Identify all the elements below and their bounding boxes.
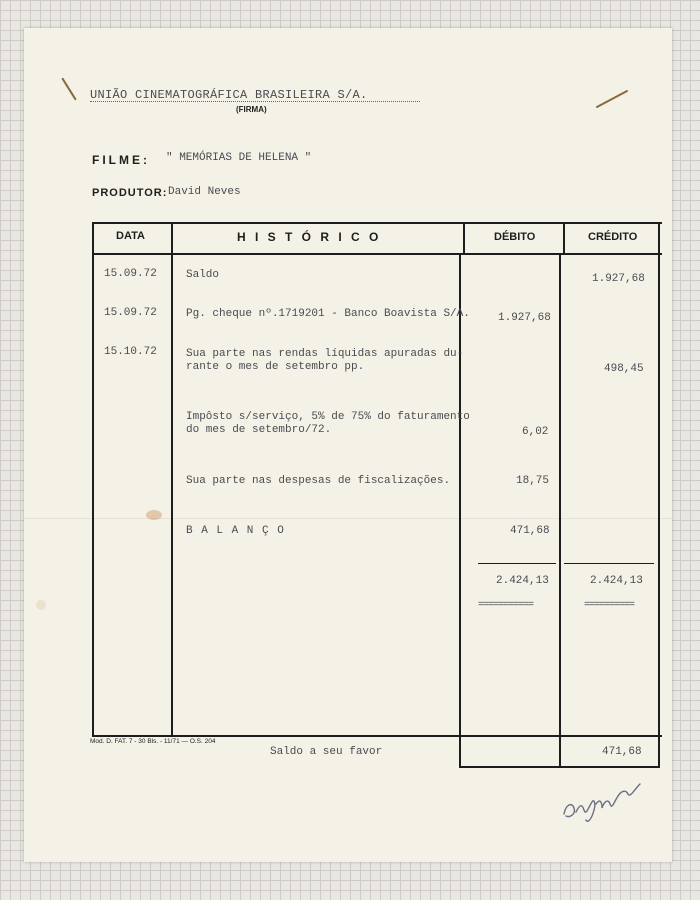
produtor-label: PRODUTOR: (92, 187, 168, 199)
row-1-credito: 1.927,68 (592, 273, 645, 285)
row-1-historico: Saldo (186, 269, 220, 281)
row-3-credito: 498,45 (604, 363, 644, 375)
stain-mark (36, 600, 46, 610)
company-name: UNIÃO CINEMATOGRÁFICA BRASILEIRA S/A. (90, 88, 368, 102)
staple-left (61, 77, 76, 100)
stain-mark (146, 510, 162, 520)
staple-right (596, 90, 629, 109)
row-4-debito: 6,02 (522, 426, 549, 438)
row-3-historico-line-1: Sua parte nas rendas líquidas apuradas du- (186, 348, 464, 360)
firma-underline (90, 101, 420, 102)
total-credito: 2.424,13 (590, 575, 643, 587)
saldo-value: 471,68 (602, 746, 642, 758)
col-divider-historico-body (459, 254, 461, 768)
row-3-date: 15.10.72 (104, 346, 157, 358)
col-divider-data (171, 222, 173, 736)
firma-label: (FIRMA) (236, 105, 267, 114)
col-header-credito: CRÉDITO (588, 231, 638, 243)
signature-mark (558, 768, 648, 828)
total-rule-debito (478, 563, 556, 564)
row-2-date: 15.09.72 (104, 307, 157, 319)
saldo-label: Saldo a seu favor (270, 746, 383, 758)
col-header-debito: DÉBITO (494, 231, 536, 243)
form-code: Mod. D. FAT. 7 - 30 Bls. - 11/71 — O.S. 204 (90, 738, 216, 745)
col-divider-debito-header (563, 222, 565, 254)
table-top-border (92, 222, 662, 224)
document-page (24, 28, 672, 862)
col-divider-historico (463, 222, 465, 254)
row-4-historico-line-2: do mes de setembro/72. (186, 424, 332, 436)
col-header-data: DATA (116, 230, 145, 242)
filme-label: FILME: (92, 153, 150, 167)
row-2-historico: Pg. cheque nº.1719201 - Banco Boavista S/A. (186, 308, 470, 320)
produtor-value: David Neves (168, 186, 241, 198)
table-right-border (658, 222, 660, 768)
table-left-border (92, 222, 94, 736)
double-rule-debito: =========== (478, 600, 534, 611)
filme-value: " MEMÓRIAS DE HELENA " (166, 152, 312, 164)
table-bottom-border (92, 735, 662, 737)
balanco-label: B A L A N Ç O (186, 525, 285, 537)
row-2-debito: 1.927,68 (498, 312, 551, 324)
row-1-date: 15.09.72 (104, 268, 157, 280)
row-4-historico-line-1: Impôsto s/serviço, 5% de 75% do faturamento (186, 411, 470, 423)
col-header-historico: H I S T Ó R I C O (237, 230, 382, 244)
balanco-debito: 471,68 (510, 525, 550, 537)
col-divider-debito-body (559, 254, 561, 768)
row-5-historico: Sua parte nas despesas de fiscalizações. (186, 475, 451, 487)
table-header-border (92, 253, 662, 255)
paper-fold (24, 518, 672, 519)
double-rule-credito: ========== (584, 600, 635, 611)
row-5-debito: 18,75 (516, 475, 550, 487)
total-rule-credito (564, 563, 654, 564)
row-3-historico-line-2: rante o mes de setembro pp. (186, 361, 365, 373)
total-debito: 2.424,13 (496, 575, 549, 587)
